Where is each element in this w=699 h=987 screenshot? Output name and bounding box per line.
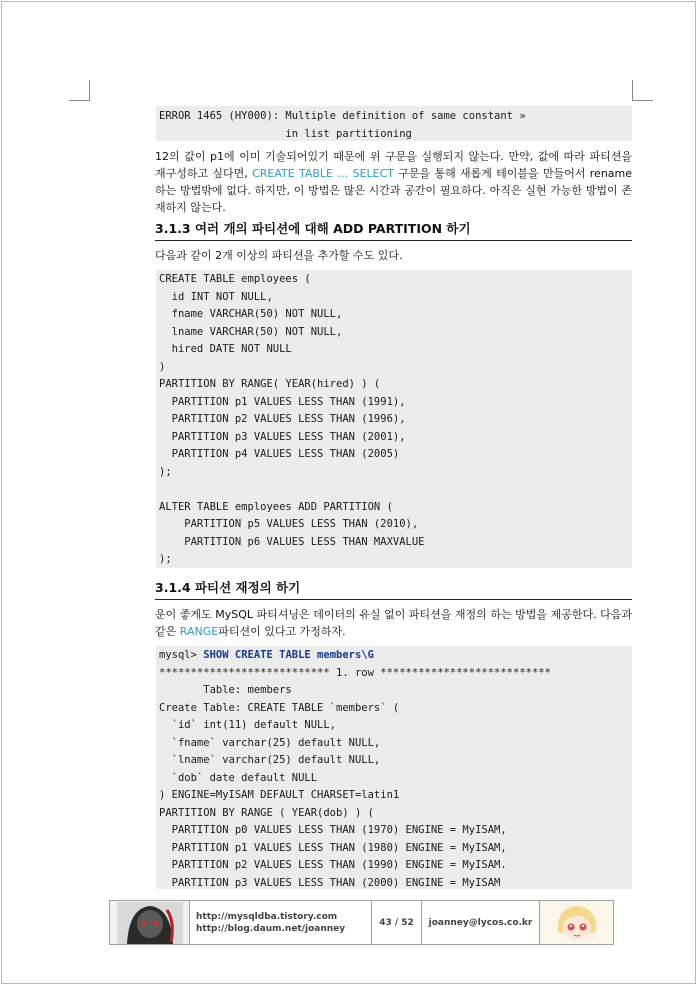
author-avatar-left <box>110 901 190 944</box>
section-heading-3-1-4: 3.1.4 파티션 재정의 하기 <box>155 580 632 600</box>
para1-text-a: 12의 값이 p1에 이미 기술되어있기 때문에 위 구문을 실행되지 않는다. 만약, 값에 따라 파티션을 재구성하고 싶다면, <box>155 150 632 180</box>
footer-url-tistory[interactable]: http://mysqldba.tistory.com <box>196 911 338 922</box>
code-block-show-create-table <box>156 646 632 889</box>
footer-url-daum[interactable]: http://blog.daum.net/joanney <box>196 923 346 934</box>
footer-page-number: 43 / 52 <box>372 901 422 944</box>
section-313-intro: 다음과 같이 2개 이상의 파티션을 추가할 수도 있다. <box>155 249 403 262</box>
error-line-2: in list partitioning <box>159 127 412 140</box>
page-footer <box>109 900 614 945</box>
section-314-intro <box>155 606 632 640</box>
error-line-1: ERROR 1465 (HY000): Multiple definition of same constant » <box>159 110 526 122</box>
section-heading-3-1-3: 3.1.3 여러 개의 파티션에 대해 ADD PARTITION 하기 <box>155 221 632 241</box>
para1-highlight: CREATE TABLE … SELECT <box>252 167 395 180</box>
section-314-highlight: RANGE <box>179 625 219 638</box>
footer-email[interactable]: joanney@lycos.co.kr <box>422 901 540 944</box>
section-314-text-a: 운이 좋게도 MySQL 파티셔닝은 데이터의 유실 없이 파티션을 재정의 하는 방법을 제공한다. 다음과 같은 <box>155 608 632 638</box>
mysql-prompt: mysql> <box>159 649 204 661</box>
mysql-output: *************************** 1. row *************************** Table: members Create Table: CREATE TABLE `members` ( `id` int(11) default NULL, `fname` varchar(25) default NULL, `lname` varchar(25) default NULL, `dob` date default NULL ) ENGINE=MyISAM DEFAULT CHARSET=latin1 PARTITION BY RANGE ( YEAR(dob) ) ( PARTITION p0 VALUES LESS THAN (1970) ENGINE = MyISAM, PARTITION p1 VALUES LESS THAN (1980) ENGINE = MyISAM, PARTITION p2 VALUES LESS THAN (1990) ENGINE = MyISAM. PARTITION p3 VALUES LESS THAN (2000) ENGINE = MyISAM <box>159 666 551 889</box>
code-block-add-partition: CREATE TABLE employees ( id INT NOT NULL, fname VARCHAR(50) NOT NULL, lname VARCHAR(50) NOT NULL, hired DATE NOT NULL ) PARTITION BY RANGE( YEAR(hired) ) ( PARTITION p1 VALUES LESS THAN (1991), PARTITION p2 VALUES LESS THAN (1996), PARTITION p3 VALUES LESS THAN (2001), PARTITION p4 VALUES LESS THAN (2005) ); ALTER TABLE employees ADD PARTITION ( PARTITION p5 VALUES LESS THAN (2010), PARTITION p6 VALUES LESS THAN MAXVALUE ); <box>156 270 632 568</box>
crop-mark-top-left <box>69 80 90 101</box>
error-code-block <box>156 106 632 141</box>
footer-urls <box>190 901 372 944</box>
avatar-dark-icon <box>117 902 183 944</box>
author-avatar-right <box>540 901 613 944</box>
section-314-text-b: 파티션이 있다고 가정하자. <box>218 625 346 638</box>
paragraph-repartition-note <box>155 148 632 216</box>
mysql-command: SHOW CREATE TABLE members\G <box>203 649 374 661</box>
avatar-cute-icon <box>544 902 610 944</box>
crop-mark-top-right <box>632 80 653 101</box>
para1-text-b: 구문을 통해 새롭게 테이블을 만들어서 rename하는 방법밖에 없다. 하지만, 이 방법은 많은 시간과 공간이 필요하다. 아직은 실현 가능한 방법이 존재하지 않는다. <box>155 167 633 214</box>
